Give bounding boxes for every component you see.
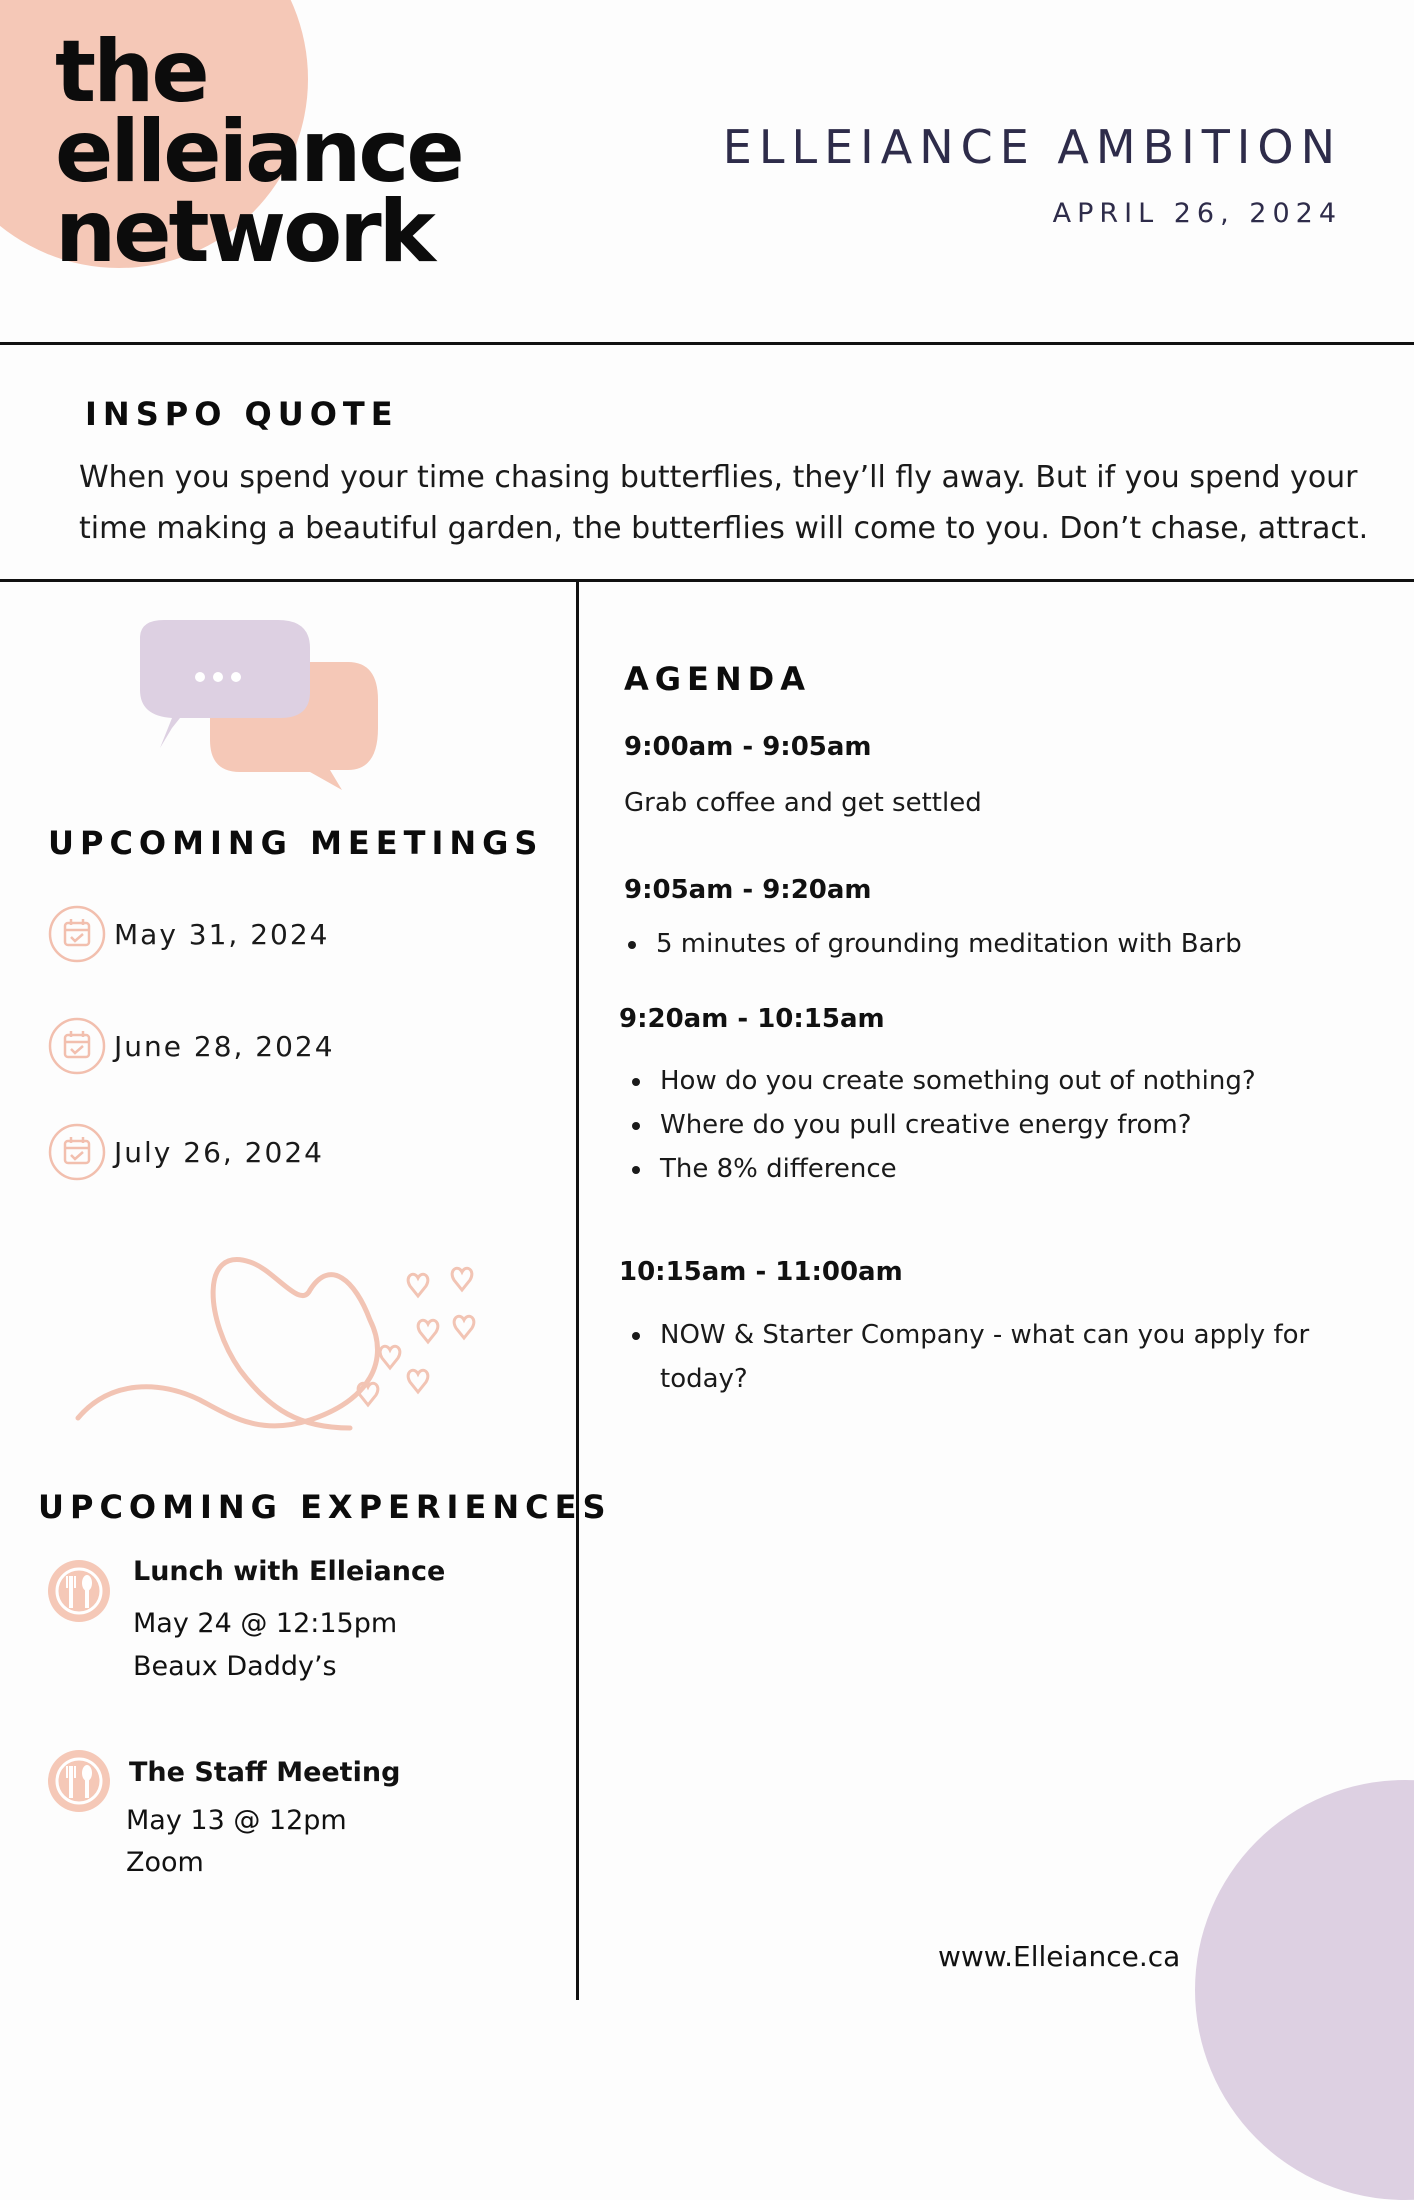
calendar-check-icon <box>48 905 106 963</box>
event-date: APRIL 26, 2024 <box>1052 198 1342 229</box>
experience-title: Lunch with Elleiance <box>133 1556 446 1587</box>
agenda-bullet: 5 minutes of grounding meditation with Barb <box>620 922 1242 966</box>
cutlery-icon <box>48 1560 110 1622</box>
quote-text: When you spend your time chasing butterflies, they’ll fly away. But if you spend your time making a beautiful garden, the butterflies will come to you. Don’t chase, attract. <box>79 460 1369 546</box>
agenda-time: 10:15am - 11:00am <box>619 1257 903 1287</box>
logo <box>55 22 462 282</box>
meeting-item <box>48 1017 335 1075</box>
experience-where: Beaux Daddy’s <box>133 1651 337 1682</box>
hearts-decoration-icon <box>70 1250 490 1440</box>
quote-divider <box>0 579 1414 582</box>
meeting-date: May 31, 2024 <box>114 917 330 951</box>
meeting-date: July 26, 2024 <box>114 1135 324 1169</box>
header-divider <box>0 342 1414 345</box>
experience-where: Zoom <box>126 1847 204 1878</box>
agenda-bullet-list <box>620 922 1242 966</box>
experiences-heading: UPCOMING EXPERIENCES <box>38 1488 612 1526</box>
agenda-heading: AGENDA <box>624 660 811 698</box>
agenda-bullet-list <box>624 1313 1309 1401</box>
agenda-bullet: The 8% difference <box>624 1147 1256 1191</box>
experience-title: The Staff Meeting <box>129 1757 401 1788</box>
logo-line: the <box>55 22 207 122</box>
logo-line: network <box>55 182 433 282</box>
agenda-time: 9:05am - 9:20am <box>624 875 872 905</box>
lilac-circle-decoration <box>1195 1780 1414 2200</box>
experience-when: May 13 @ 12pm <box>126 1805 347 1836</box>
quote-heading: INSPO QUOTE <box>85 395 399 433</box>
logo-line: elleiance <box>55 102 462 202</box>
website-link[interactable]: www.Elleiance.ca <box>938 1940 1181 1973</box>
calendar-check-icon <box>48 1123 106 1181</box>
agenda-bullet: How do you create something out of nothing? <box>624 1059 1256 1103</box>
speech-bubbles-icon <box>130 620 390 800</box>
agenda-bullet: Where do you pull creative energy from? <box>624 1103 1256 1147</box>
agenda-item-text: Grab coffee and get settled <box>624 788 982 818</box>
experience-when: May 24 @ 12:15pm <box>133 1608 398 1639</box>
meeting-date: June 28, 2024 <box>114 1029 335 1063</box>
event-title: ELLEIANCE AMBITION <box>722 120 1342 174</box>
cutlery-icon <box>48 1750 110 1812</box>
meeting-item <box>48 1123 324 1181</box>
agenda-bullet-continuation: today? <box>660 1364 748 1394</box>
agenda-time: 9:20am - 10:15am <box>619 1004 885 1034</box>
agenda-bullet: NOW & Starter Company - what can you apply for <box>624 1313 1309 1357</box>
agenda-time: 9:00am - 9:05am <box>624 732 872 762</box>
column-divider <box>576 582 579 2000</box>
meetings-heading: UPCOMING MEETINGS <box>48 824 544 862</box>
agenda-bullet-list <box>624 1059 1256 1191</box>
meeting-item <box>48 905 329 963</box>
calendar-check-icon <box>48 1017 106 1075</box>
